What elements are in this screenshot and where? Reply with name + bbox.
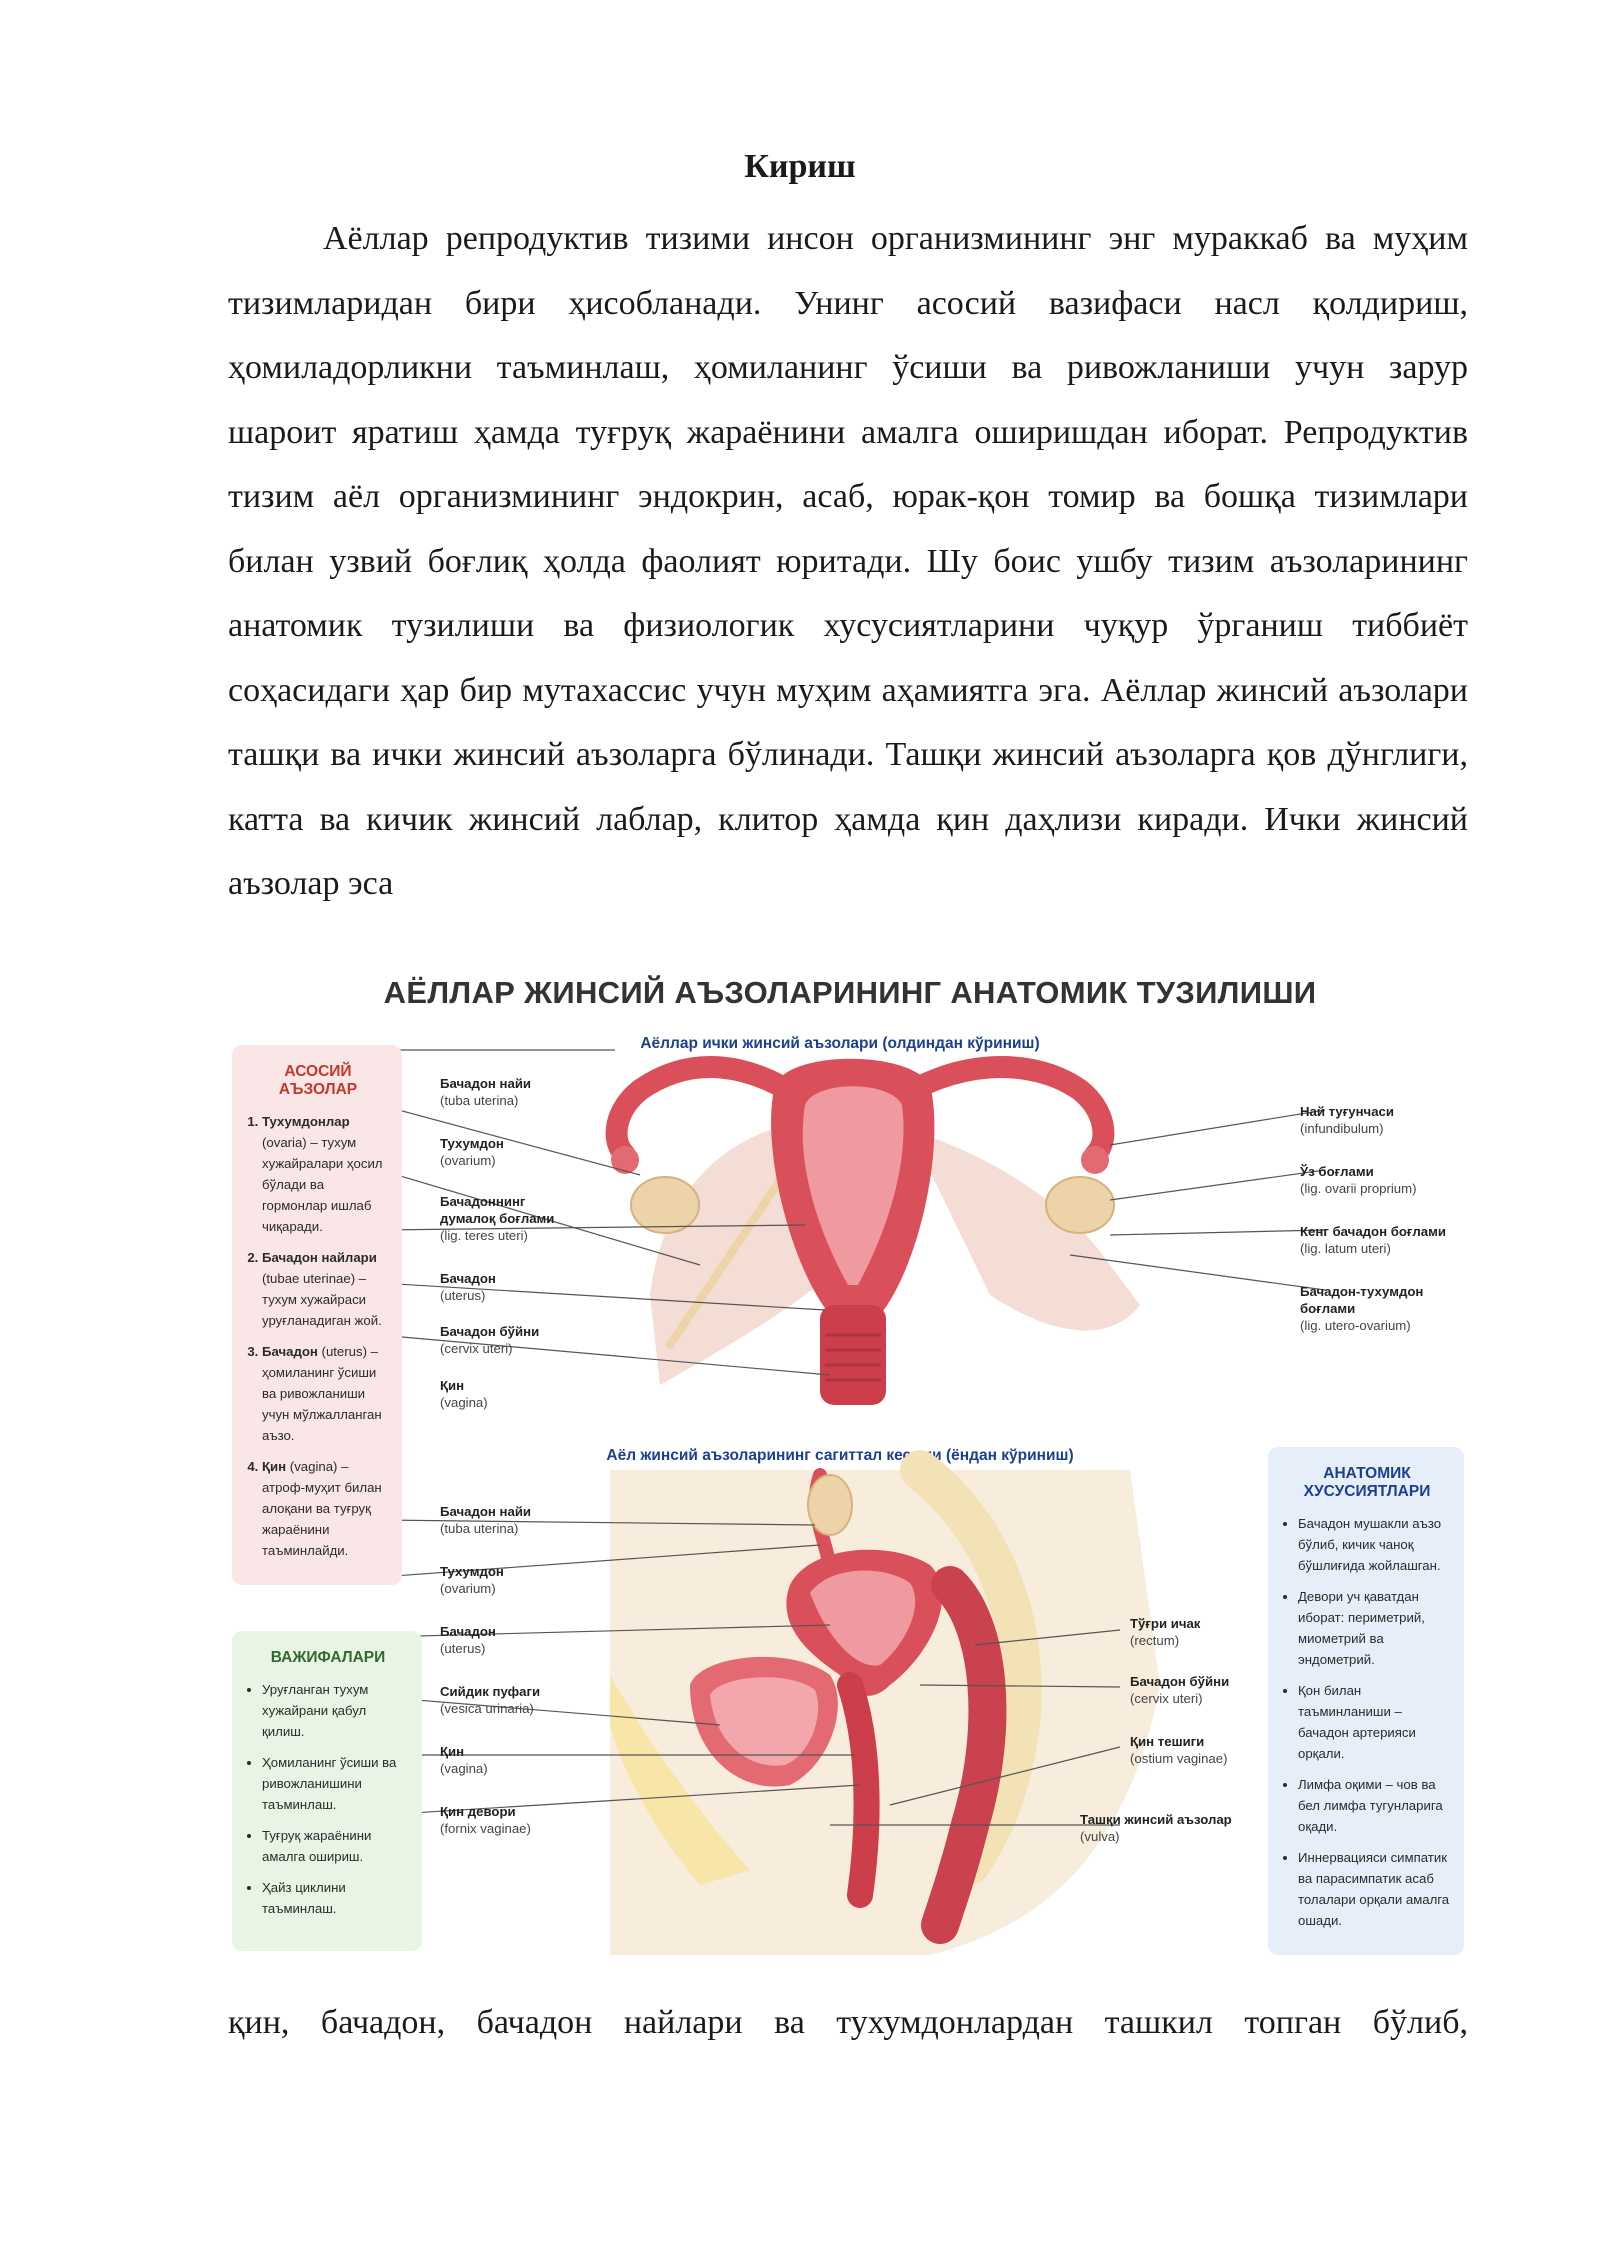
main-organ-item: 1. Тухумдонлар (ovaria) – тухум хужайралари ҳосил бўлади ва гормонлар ишлаб чиқаради.: [262, 1111, 390, 1237]
functions-title: ВАЖИФАЛАРИ: [270, 1649, 386, 1666]
label-uterus: Бачадон (uterus): [440, 1271, 496, 1303]
label-lig-latum: Кенг бачадон боғлами (lig. latum uteri): [1300, 1224, 1446, 1256]
page-heading: Кириш: [744, 148, 856, 185]
label-sag-fornix: Қин девори (fornix vaginae): [440, 1804, 531, 1836]
continuation-paragraph: қин, бачадон, бачадон найлари ва тухумдонлардан ташкил топган бўлиб,: [228, 2004, 1468, 2041]
feature-item: • Лимфа оқими – чов ва бел лимфа тугунларига оқади.: [1298, 1774, 1452, 1837]
label-sag-uterus: Бачадон (uterus): [440, 1624, 496, 1656]
main-organ-item: 2. Бачадон найлари (tubae uterinae) – тухум хужайраси уруғланадиган жой.: [262, 1247, 390, 1331]
label-tuba-uterina: Бачадон найи (tuba uterina): [440, 1076, 532, 1108]
label-ovarium: Тухумдон (ovarium): [440, 1136, 504, 1168]
front-view-title: Аёллар ички жинсий аъзолари (олдиндан кўриниш): [640, 1035, 1040, 1052]
label-infundibulum: Най туғунчаси (infundibulum): [1300, 1104, 1394, 1136]
label-vagina: Қин (vagina): [440, 1378, 488, 1410]
features-title: АНАТОМИК ХУСУСИЯТЛАРИ: [1303, 1465, 1431, 1500]
main-organ-item: 4. Қин (vagina) – атроф-муҳит билан алоқани ва туғруқ жараёнини таъминлайди.: [262, 1456, 390, 1561]
main-organs-list: [246, 1111, 390, 1561]
label-sag-cervix: Бачадон бўйни (cervix uteri): [1130, 1674, 1230, 1706]
main-organs-box: [232, 1045, 402, 1585]
function-item: • Туғруқ жараёнини амалга ошириш.: [262, 1825, 410, 1867]
label-sag-tuba: Бачадон найи (tuba uterina): [440, 1504, 532, 1536]
function-item: • Уруғланган тухум хужайрани қабул қилиш.: [262, 1679, 410, 1742]
intro-paragraph: Аёллар репродуктив тизими инсон организмининг энг мураккаб ва муҳим тизимларидан бири ҳисобланади. Унинг асосий вазифаси насл қолдириш, ҳомиладорликни таъминлаш, ҳомиланинг ўсиши ва ривожланиши учун зарур шароит яратиш ҳамда туғруқ жараёнини амалга оширишдан иборат. Репродуктив тизим аёл организмининг эндокрин, асаб, юрак-қон томир ва бошқа тизимлари билан узвий боғлиқ ҳолда фаолият юритади. Шу боис ушбу тизим аъзоларининг анатомик тузилиши ва физиологик хусусиятларини чуқур ўрганиш тиббиёт соҳасидаги ҳар бир мутахассис учун муҳим аҳамиятга эга. Аёллар жинсий аъзолари ташқи ва ички жинсий аъзоларга бўлинади. Ташқи жинсий аъзоларга қов дўнглиги, катта ва кичик жинсий лаблар, клитор ҳамда қин даҳлизи киради. Ички жинсий аъзолар эса: [228, 220, 1468, 902]
main-organ-item: 3. Бачадон (uterus) – ҳомиланинг ўсиши ва ривожланиши учун мўлжалланган аъзо.: [262, 1341, 390, 1446]
feature-item: • Бачадон мушакли аъзо бўлиб, кичик чаноқ бўшлиғида жойлашган.: [1298, 1513, 1452, 1576]
label-cervix: Бачадон бўйни (cervix uteri): [440, 1324, 540, 1356]
label-lig-ovarii: Ўз боғлами (lig. ovarii proprium): [1300, 1164, 1417, 1196]
functions-box: [232, 1631, 422, 1951]
label-sag-ovarium: Тухумдон (ovarium): [440, 1564, 504, 1596]
function-item: • Ҳайз циклини таъминлаш.: [262, 1877, 410, 1919]
main-organs-title: АСОСИЙ АЪЗОЛАР: [278, 1063, 358, 1098]
label-sag-rectum: Тўғри ичак (rectum): [1130, 1616, 1201, 1648]
feature-item: • Қон билан таъминланиши – бачадон артерияси орқали.: [1298, 1680, 1452, 1764]
figure-title: АЁЛЛАР ЖИНСИЙ АЪЗОЛАРИНИНГ АНАТОМИК ТУЗИЛИШИ: [383, 975, 1317, 1010]
label-sag-ostium: Қин тешиги (ostium vaginae): [1130, 1734, 1228, 1766]
label-sag-vagina: Қин (vagina): [440, 1744, 488, 1776]
functions-list: [246, 1679, 410, 1919]
sagittal-view-title: Аёл жинсий аъзоларининг сагиттал кесими (ёндан кўриниш): [606, 1447, 1074, 1464]
label-lig-utero-ovarium: Бачадон-тухумдон боғлами (lig. utero-ovarium): [1300, 1284, 1424, 1333]
features-list: [1282, 1513, 1452, 1931]
function-item: • Ҳомиланинг ўсиши ва ривожланишини таъминлаш.: [262, 1752, 410, 1815]
features-box: [1268, 1447, 1464, 1955]
feature-item: • Иннервацияси симпатик ва парасимпатик асаб толалари орқали амалга ошади.: [1298, 1847, 1452, 1931]
feature-item: • Девори уч қаватдан иборат: периметрий, миометрий ва эндометрий.: [1298, 1586, 1452, 1670]
anatomy-figure: [230, 965, 1470, 1970]
label-sag-vulva: Ташқи жинсий аъзолар (vulva): [1080, 1812, 1232, 1844]
label-sag-bladder: Сийдик пуфаги (vesica urinaria): [440, 1684, 541, 1716]
label-lig-teres: Бачадоннинг думалоқ боғлами (lig. teres uteri): [440, 1194, 555, 1243]
